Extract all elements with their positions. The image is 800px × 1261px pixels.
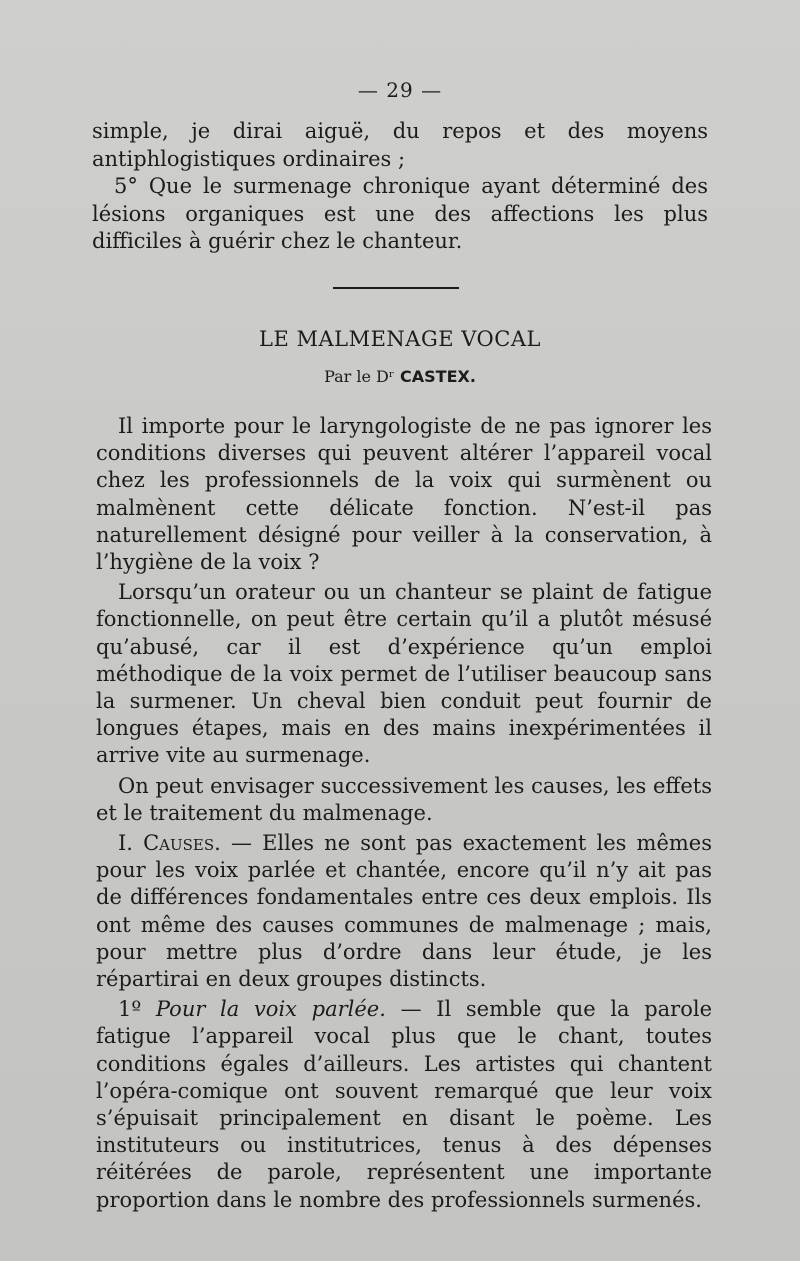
paragraph-text: — Elles ne sont pas exactement les mêmes pour les voix parlée et chantée, encore qu’il n’y ait pas de différences fondamentales entre ces deux emplois. Ils ont même des causes communes de malmenage ; mais, pour mettre plus d’ordre dans leur étude, je les répartirai en deux groupes distincts. [96,831,712,992]
paragraph: 5° Que le surmenage chronique ayant déterminé des lésions organiques est une des affections les plus difficiles à guérir chez le chanteur. [92,174,708,254]
article-byline [0,367,800,386]
paragraph: On peut envisager successivement les causes, les effets et le traitement du malmenage. [96,773,712,825]
page-number: — 29 — [357,78,443,102]
list-number: 1º [118,997,156,1022]
author-name: CASTEX. [400,367,476,386]
paragraph [96,996,712,1214]
paragraph [96,830,712,993]
byline-prefix: Par le Dʳ [324,367,395,386]
paragraph: Il importe pour le laryngologiste de ne pas ignorer les conditions diverses qui peuvent altérer l’appareil vocal chez les professionnels de la voix qui surmènent ou malmènent cette délicate fonction. N’est-il pas naturellement désigné pour veiller à la conservation, à l’hygiène de la voix ? [96,414,712,575]
section-heading-causes: I. Causes. [118,831,221,856]
article-title: LE MALMENAGE VOCAL [259,327,541,351]
article-body [96,413,712,1217]
paragraph: simple, je dirai aiguë, du repos et des moyens antiphlogistiques ordinaires ; [92,119,708,171]
paragraph-text: — Il semble que la parole fatigue l’appareil vocal plus que le chant, toutes conditions égales d’ailleurs. Les artistes qui chantent l’opéra-comique ont souvent remarqué que leur voix s’épuisait principalement en disant le poème. Les instituteurs ou institutrices, tenus à des dépenses réitérées de parole, représentent une importante proportion dans le nombre des professionnels surmenés. [96,997,712,1212]
subheading-voix-parlee: Pour la voix parlée. [155,997,386,1022]
paragraph: Lorsqu’un orateur ou un chanteur se plaint de fatigue fonctionnelle, on peut être certain qu’il a plutôt mésusé qu’abusé, car il est d’expérience qu’un emploi méthodique de la voix permet de l’utiliser beaucoup sans la surmener. Un cheval bien conduit peut fournir de longues étapes, mais en des mains inexpérimentées il arrive vite au surmenage. [96,580,712,768]
previous-section-text [92,118,708,256]
section-divider [333,287,459,289]
